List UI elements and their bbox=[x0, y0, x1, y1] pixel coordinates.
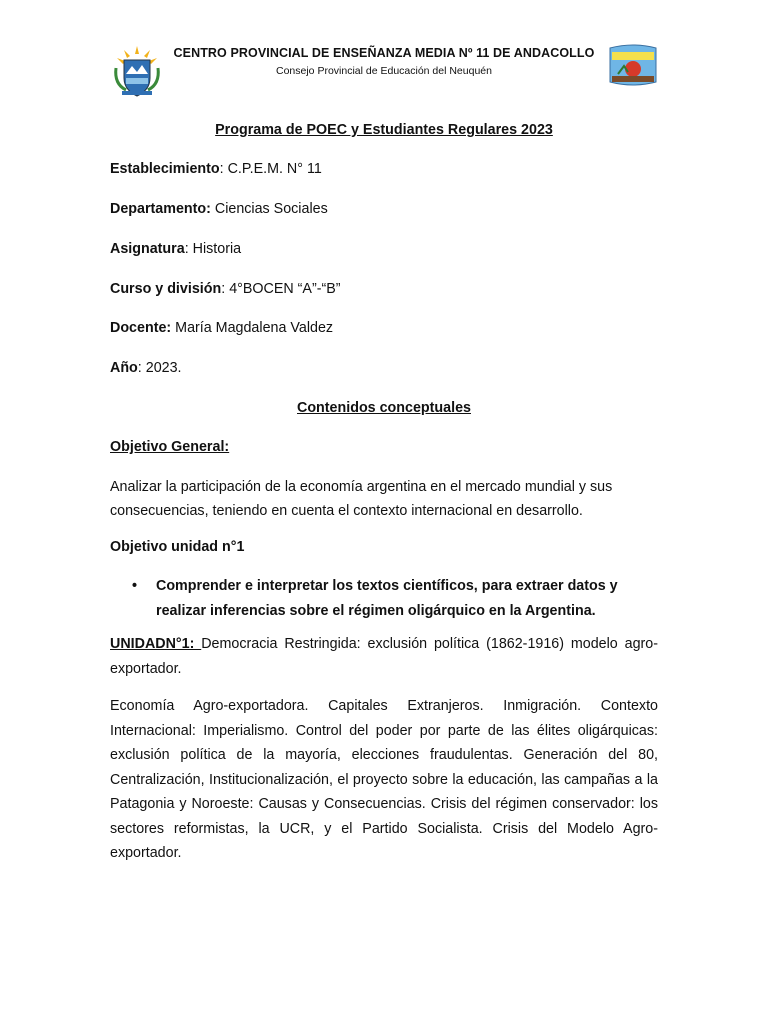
field-sep: : bbox=[184, 241, 193, 257]
letterhead bbox=[110, 40, 658, 100]
field-label: Docente: bbox=[110, 320, 172, 336]
field-asignatura bbox=[110, 237, 658, 262]
unidad-paragraph bbox=[110, 632, 658, 681]
school-logo-icon bbox=[608, 42, 658, 88]
unidad-label: UNIDADN°1: bbox=[110, 636, 202, 652]
contenido-paragraph: Economía Agro-exportadora. Capitales Extranjeros. Inmigración. Contexto Internacional: Imperialismo. Control del poder por parte de las élites oligárquicas: exclusión política de la mayoría, elecciones fraudulentas. Generación del 80, Centralización, Institucionalización, el proyecto sobre la educación, las campañas a la Patagonia y Noroeste: Causas y Consecuencias. Crisis del régimen conservador: los sectores reformistas, la UCR, y el Partido Socialista. Crisis del Modelo Agro-exportador. bbox=[110, 698, 658, 861]
field-value: María Magdalena Valdez bbox=[175, 320, 334, 336]
field-value: 2023. bbox=[145, 360, 182, 376]
bullet-text: Comprender e interpretar los textos científicos, para extraer datos y realizar inferencias sobre el régimen oligárquico en la Argentina. bbox=[156, 578, 618, 619]
field-value: Ciencias Sociales bbox=[214, 201, 328, 217]
field-label: Curso y división bbox=[110, 280, 222, 297]
field-label: Departamento: bbox=[110, 201, 211, 217]
field-sep: : bbox=[137, 360, 146, 376]
field-sep: : bbox=[219, 161, 228, 177]
field-label: Asignatura bbox=[110, 241, 185, 257]
field-value: 4°BOCEN “A”-“B” bbox=[229, 280, 341, 297]
contenidos-heading: Contenidos conceptuales bbox=[297, 399, 471, 416]
letterhead-subtitle: Consejo Provincial de Educación del Neuquén bbox=[276, 65, 492, 77]
bullet-dot: • bbox=[132, 578, 138, 594]
neuquen-coat-of-arms-icon bbox=[112, 44, 162, 98]
objetivo-general-heading: Objetivo General: bbox=[110, 439, 230, 455]
field-value: Historia bbox=[192, 241, 242, 257]
field-departamento bbox=[110, 197, 658, 222]
field-establecimiento bbox=[110, 157, 658, 182]
objetivo-unidad-heading: Objetivo unidad n°1 bbox=[110, 538, 245, 555]
unidad-text: Democracia Restringida: exclusión política (1862-1916) modelo agro-exportador. bbox=[110, 636, 658, 677]
field-sep: : bbox=[221, 280, 230, 297]
document-title: Programa de POEC y Estudiantes Regulares 2023 bbox=[215, 122, 553, 138]
document-body bbox=[110, 118, 658, 866]
field-curso bbox=[110, 277, 658, 302]
field-label: Establecimiento bbox=[110, 161, 220, 177]
field-anio bbox=[110, 356, 658, 381]
field-label: Año bbox=[110, 360, 138, 376]
letterhead-title: CENTRO PROVINCIAL DE ENSEÑANZA MEDIA Nº 11 DE ANDACOLLO bbox=[173, 46, 595, 60]
field-docente bbox=[110, 316, 658, 341]
objetivo-general-text: Analizar la participación de la economía argentina en el mercado mundial y sus consecuencias, teniendo en cuenta el contexto internacional en desarrollo. bbox=[110, 478, 613, 519]
bullet-item bbox=[110, 574, 658, 623]
field-value: C.P.E.M. N° 11 bbox=[227, 161, 322, 177]
